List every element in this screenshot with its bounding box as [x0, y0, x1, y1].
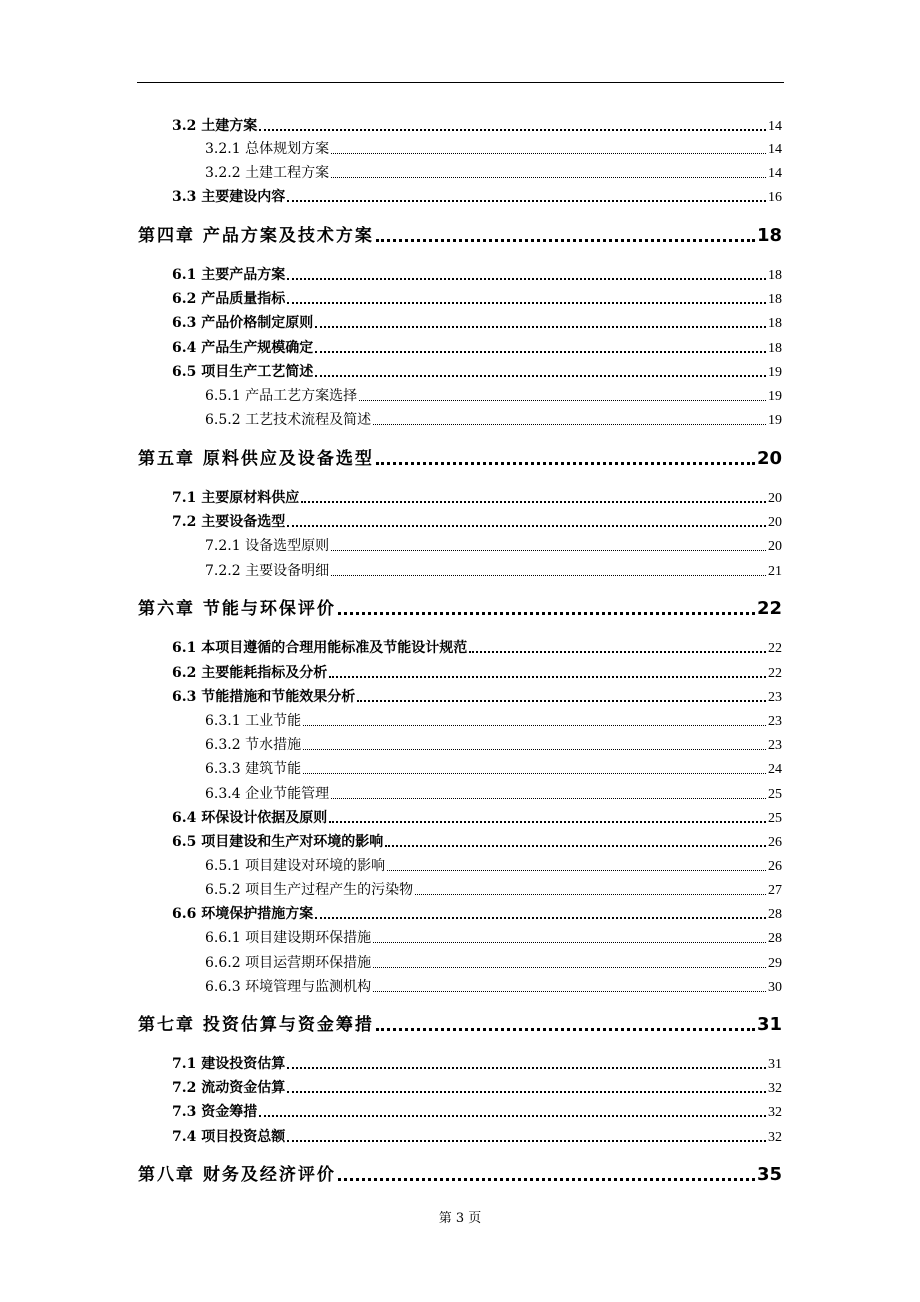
toc-dot-leader: [287, 200, 766, 202]
toc-entry-title: 6.3.3 建筑节能: [205, 761, 302, 777]
toc-dot-leader: [303, 725, 766, 726]
toc-entry-title: 6.5.2 项目生产过程产生的污染物: [205, 882, 414, 898]
toc-dot-leader: [331, 575, 766, 576]
toc-entry-title: 7.1 建设投资估算: [172, 1056, 286, 1072]
toc-dot-leader: [415, 894, 766, 895]
toc-dot-leader: [315, 917, 766, 919]
toc-subsection-entry[interactable]: [205, 783, 782, 803]
toc-entry-title: 6.6.1 项目建设期环保措施: [205, 930, 372, 946]
toc-entry-title: 6.2 产品质量指标: [172, 291, 286, 307]
toc-dot-leader: [303, 749, 766, 750]
toc-entry-title: 6.3.2 节水措施: [205, 737, 302, 753]
toc-subsection-entry[interactable]: [205, 855, 782, 875]
toc-entry-title: 3.3 主要建设内容: [172, 189, 286, 205]
toc-subsection-entry[interactable]: [205, 385, 782, 405]
toc-dot-leader: [357, 700, 766, 702]
toc-entry-title: 6.5 项目生产工艺简述: [172, 364, 314, 380]
toc-entry-title: 7.2 流动资金估算: [172, 1080, 286, 1096]
toc-page-number: 32: [768, 1081, 782, 1096]
toc-page-number: 31: [768, 1057, 782, 1072]
toc-section-entry[interactable]: [172, 186, 782, 206]
toc-page-number: 14: [768, 119, 782, 134]
toc-section-entry[interactable]: [172, 637, 782, 657]
toc-subsection-entry[interactable]: [205, 560, 782, 580]
toc-dot-leader: [373, 967, 766, 968]
toc-page-number: 18: [756, 225, 782, 246]
toc-page-number: 14: [768, 142, 782, 157]
toc-page-number: 19: [768, 365, 782, 380]
toc-entry-title: 6.5 项目建设和生产对环境的影响: [172, 834, 384, 850]
toc-dot-leader: [329, 676, 766, 678]
toc-page-number: 23: [768, 738, 782, 753]
toc-dot-leader: [469, 651, 766, 653]
toc-entry-title: 6.6.3 环境管理与监测机构: [205, 979, 372, 995]
toc-section-entry[interactable]: [172, 115, 782, 135]
toc-dot-leader: [359, 400, 766, 401]
toc-entry-title: 6.6.2 项目运营期环保措施: [205, 955, 372, 971]
toc-dot-leader: [387, 870, 766, 871]
header-rule: [137, 82, 784, 83]
toc-entry-title: 6.3.4 企业节能管理: [205, 786, 330, 802]
toc-dot-leader: [331, 153, 766, 154]
toc-subsection-entry[interactable]: [205, 734, 782, 754]
toc-section-entry[interactable]: [172, 1126, 782, 1146]
toc-page-number: 23: [768, 690, 782, 705]
toc-page-number: 29: [768, 956, 782, 971]
toc-subsection-entry[interactable]: [205, 952, 782, 972]
toc-subsection-entry[interactable]: [205, 138, 782, 158]
toc-dot-leader: [287, 1067, 766, 1069]
toc-subsection-entry[interactable]: [205, 162, 782, 182]
toc-page-number: 24: [768, 762, 782, 777]
toc-section-entry[interactable]: [172, 288, 782, 308]
toc-subsection-entry[interactable]: [205, 710, 782, 730]
toc-entry-title: 6.4 环保设计依据及原则: [172, 810, 328, 826]
toc-section-entry[interactable]: [172, 1101, 782, 1121]
toc-subsection-entry[interactable]: [205, 535, 782, 555]
toc-entry-title: 7.2.2 主要设备明细: [205, 563, 330, 579]
toc-page-number: 20: [768, 491, 782, 506]
toc-page-number: 32: [768, 1130, 782, 1145]
toc-dot-leader: [287, 302, 766, 304]
toc-entry-title: 6.3.1 工业节能: [205, 713, 302, 729]
toc-page-number: 18: [768, 341, 782, 356]
toc-dot-leader: [259, 129, 766, 131]
toc-section-entry[interactable]: [172, 361, 782, 381]
toc-page-number: 18: [768, 292, 782, 307]
toc-page-number: 18: [768, 316, 782, 331]
toc-page-number: 26: [768, 859, 782, 874]
toc-dot-leader: [385, 845, 766, 847]
toc-section-entry[interactable]: [172, 903, 782, 923]
toc-entry-title: 第五章 原料供应及设备选型: [138, 449, 374, 469]
toc-section-entry[interactable]: [172, 264, 782, 284]
toc-entry-title: 3.2.1 总体规划方案: [205, 141, 330, 157]
toc-entry-title: 7.3 资金筹措: [172, 1104, 258, 1120]
toc-chapter-entry[interactable]: [138, 221, 782, 246]
toc-section-entry[interactable]: [172, 831, 782, 851]
toc-dot-leader: [331, 177, 766, 178]
toc-dot-leader: [331, 798, 766, 799]
toc-page-number: 18: [768, 268, 782, 283]
toc-dot-leader: [287, 1091, 766, 1093]
toc-page-number: 20: [768, 515, 782, 530]
toc-page-number: 23: [768, 714, 782, 729]
toc-entry-title: 6.5.1 项目建设对环境的影响: [205, 858, 386, 874]
toc-page-number: 21: [768, 564, 782, 579]
toc-entry-title: 7.2 主要设备选型: [172, 514, 286, 530]
toc-page-number: 25: [768, 787, 782, 802]
toc-page-number: 16: [768, 190, 782, 205]
toc-dot-leader: [373, 424, 766, 425]
toc-dot-leader: [331, 550, 766, 551]
toc-entry-title: 3.2.2 土建工程方案: [205, 165, 330, 181]
toc-dot-leader: [301, 501, 766, 503]
toc-entry-title: 7.2.1 设备选型原则: [205, 538, 330, 554]
toc-page-number: 26: [768, 835, 782, 850]
toc-subsection-entry[interactable]: [205, 758, 782, 778]
toc-page-number: 32: [768, 1105, 782, 1120]
toc-page-number: 35: [756, 1164, 782, 1185]
toc-chapter-entry[interactable]: [138, 444, 782, 469]
toc-page-number: 14: [768, 166, 782, 181]
toc-entry-title: 6.5.2 工艺技术流程及简述: [205, 412, 372, 428]
toc-subsection-entry[interactable]: [205, 927, 782, 947]
toc-page-number: 22: [756, 598, 782, 619]
toc-entry-title: 6.2 主要能耗指标及分析: [172, 665, 328, 681]
toc-subsection-entry[interactable]: [205, 976, 782, 996]
toc-section-entry[interactable]: [172, 487, 782, 507]
toc-page-number: 28: [768, 907, 782, 922]
toc-page-number: 19: [768, 413, 782, 428]
toc-dot-leader: [287, 1140, 766, 1142]
toc-dot-leader: [259, 1115, 766, 1117]
toc-entry-title: 第四章 产品方案及技术方案: [138, 226, 374, 246]
toc-dot-leader: [287, 278, 766, 280]
toc-section-entry[interactable]: [172, 662, 782, 682]
toc-section-entry[interactable]: [172, 686, 782, 706]
toc-subsection-entry[interactable]: [205, 879, 782, 899]
toc-dot-leader: [338, 612, 755, 615]
toc-entry-title: 6.1 主要产品方案: [172, 267, 286, 283]
toc-dot-leader: [315, 375, 766, 377]
toc-dot-leader: [329, 821, 766, 823]
page-footer: 第 3 页: [438, 1211, 482, 1226]
toc-chapter-entry[interactable]: [138, 594, 782, 619]
toc-page-number: 25: [768, 811, 782, 826]
toc-page-number: 22: [768, 641, 782, 656]
toc-section-entry[interactable]: [172, 1053, 782, 1073]
toc-dot-leader: [373, 942, 766, 943]
toc-page-number: 31: [756, 1014, 782, 1035]
toc-chapter-entry[interactable]: [138, 1010, 782, 1035]
toc-section-entry[interactable]: [172, 807, 782, 827]
toc-section-entry[interactable]: [172, 1077, 782, 1097]
toc-entry-title: 第八章 财务及经济评价: [138, 1165, 336, 1185]
toc-entry-title: 7.4 项目投资总额: [172, 1129, 286, 1145]
toc-page-number: 22: [768, 666, 782, 681]
toc-section-entry[interactable]: [172, 337, 782, 357]
toc-dot-leader: [376, 1028, 755, 1031]
toc-subsection-entry[interactable]: [205, 409, 782, 429]
toc-page-number: 20: [756, 448, 782, 469]
toc-entry-title: 6.4 产品生产规模确定: [172, 340, 314, 356]
toc-dot-leader: [373, 991, 766, 992]
toc-page-number: 19: [768, 389, 782, 404]
toc-entry-title: 第七章 投资估算与资金筹措: [138, 1015, 374, 1035]
toc-dot-leader: [303, 773, 766, 774]
toc-page-number: 27: [768, 883, 782, 898]
toc-entry-title: 6.3 产品价格制定原则: [172, 315, 314, 331]
toc-page-number: 20: [768, 539, 782, 554]
toc-section-entry[interactable]: [172, 312, 782, 332]
toc-dot-leader: [287, 525, 766, 527]
toc-section-entry[interactable]: [172, 511, 782, 531]
toc-entry-title: 6.6 环境保护措施方案: [172, 906, 314, 922]
toc-entry-title: 7.1 主要原材料供应: [172, 490, 300, 506]
toc-entry-title: 6.3 节能措施和节能效果分析: [172, 689, 356, 705]
toc-dot-leader: [338, 1178, 755, 1181]
toc-chapter-entry[interactable]: [138, 1160, 782, 1185]
toc-page-number: 28: [768, 931, 782, 946]
toc-entry-title: 第六章 节能与环保评价: [138, 599, 336, 619]
toc-dot-leader: [376, 462, 755, 465]
toc-dot-leader: [315, 326, 766, 328]
toc-dot-leader: [315, 351, 766, 353]
toc-entry-title: 6.5.1 产品工艺方案选择: [205, 388, 358, 404]
toc-dot-leader: [376, 239, 755, 242]
toc-entry-title: 3.2 土建方案: [172, 118, 258, 134]
toc-page-number: 30: [768, 980, 782, 995]
toc-entry-title: 6.1 本项目遵循的合理用能标准及节能设计规范: [172, 640, 468, 656]
